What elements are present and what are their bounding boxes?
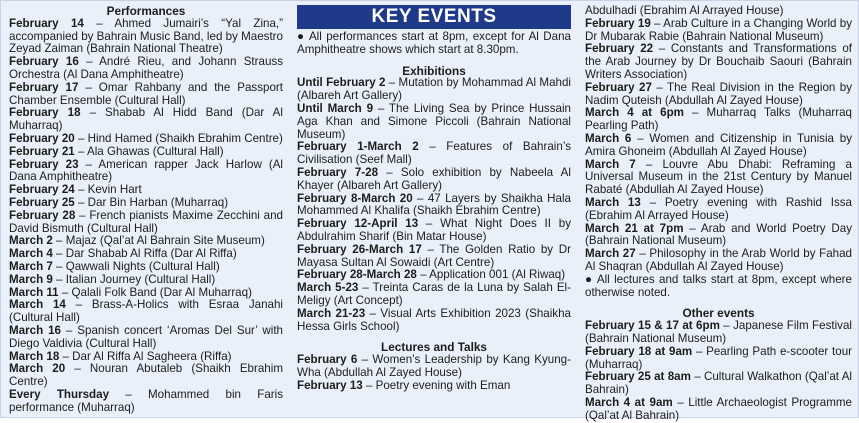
event-date: March 6 — [585, 131, 632, 145]
performances-column — [9, 5, 283, 414]
event-description: – Treinta Caras de la Luna by Salah El-Meligy (Art Concept) — [297, 281, 571, 307]
event-entry — [585, 371, 852, 397]
event-description: – Ahmed Jumairi’s “Yal Zina,” accompanied by Bahrain Music Band, led by Maestro Zeyad Zaiman (Bahrain National Theatre) — [9, 16, 283, 56]
event-date: February 23 — [9, 157, 79, 171]
event-date: February 12-April 13 — [297, 217, 419, 231]
event-date: Until March 9 — [297, 101, 374, 115]
event-entry — [9, 325, 283, 351]
event-entry — [585, 159, 852, 197]
lectures-list-part2 — [585, 18, 852, 274]
lecture-continuation: Abdulhadi (Ebrahim Al Arrayed House) — [585, 4, 784, 17]
event-date: February 14 — [9, 16, 84, 30]
event-description: – Women and Citizenship in Tunisia by Amira Ghoneim (Abdullah Al Zayed House) — [585, 131, 852, 158]
event-description: – The Real Division in the Region by Nadim Quteish (Abdullah Al Zayed House) — [585, 80, 852, 107]
event-entry — [297, 193, 571, 219]
event-entry — [585, 82, 852, 108]
event-description: – Women’s Leadership by Kang Kyung-Wha (Abdullah Al Zayed House) — [297, 353, 571, 379]
event-description: – Dar Bin Harban (Muharraq) — [74, 195, 229, 209]
event-description: – 47 Layers by Shaikha Hala Mohammed Al Khalifa (Shaikh Ebrahim Centre) — [297, 191, 571, 218]
lectures-heading: Lectures and Talks — [381, 340, 487, 355]
performances-heading: Performances — [106, 4, 186, 18]
lectures-list-part1 — [297, 354, 571, 392]
event-date: March 20 — [9, 362, 66, 376]
event-date: February 7-28 — [297, 165, 379, 179]
event-entry — [297, 218, 571, 244]
event-date: February 27 — [585, 80, 652, 94]
event-date: March 9 — [9, 272, 53, 286]
event-description: – Philosophy in the Arab World by Fahad Al Shaqran (Abdullah Al Zayed House) — [585, 247, 853, 273]
lectures-other-column — [585, 4, 853, 422]
event-description: – Italian Journey (Cultural Hall) — [52, 272, 216, 286]
event-date: February 19 — [585, 16, 651, 30]
event-date: February 18 at 9am — [585, 344, 693, 358]
event-description: – Little Archaeologist Programme (Qal’at Al Bahrain) — [585, 395, 852, 422]
event-description: – Solo exhibition by Nabeela Al Khayer (Albareh Art Gallery) — [297, 165, 571, 192]
event-date: March 14 — [9, 298, 66, 312]
event-description: – Brass-A-Holics with Esraa Janahi (Cultural Hall) — [9, 298, 283, 325]
event-entry — [585, 320, 852, 346]
lectures-note: ● All lectures and talks start at 8pm, except where otherwise noted. — [585, 272, 852, 299]
event-description: – Muharraq Talks (Muharraq Pearling Path) — [585, 106, 853, 133]
event-entry — [297, 380, 571, 393]
performances-note: ● All performances start at 8pm, except for Al Dana Amphitheatre shows which start at 8.30pm. — [297, 30, 571, 56]
event-description: – André Rieu, and Johann Strauss Orchestra (Al Dana Amphitheatre) — [9, 55, 283, 81]
event-date: March 4 at 6pm — [585, 106, 684, 120]
event-description: – The Golden Ratio by Dr Mayasa Sultan Al Sowaidi (Art Centre) — [297, 242, 571, 269]
event-date: March 11 — [9, 285, 59, 299]
event-description: – Mutation by Mohammad Al Mahdi (Albareh Art Gallery) — [297, 76, 571, 103]
event-entry — [585, 18, 852, 44]
event-entry — [585, 397, 852, 423]
event-entry — [297, 354, 571, 380]
event-entry — [9, 107, 283, 133]
other-events-heading: Other events — [682, 306, 755, 321]
event-date: March 16 — [9, 323, 61, 337]
event-entry — [585, 248, 852, 274]
performances-list — [9, 18, 283, 415]
event-description: – Shabab Al Hidd Band (Dar Al Muharraq) — [9, 106, 283, 133]
event-date: February 6 — [297, 353, 358, 367]
event-date: March 4 — [9, 247, 53, 261]
event-description: – Visual Arts Exhibition 2023 (Shaikha Hessa Girls School) — [297, 306, 571, 333]
event-entry — [297, 244, 571, 270]
event-date: February 20 — [9, 131, 75, 145]
event-description: – Majaz (Qal’at Al Bahrain Site Museum) — [52, 234, 265, 248]
event-description: – What Night Does II by Abdulrahim Sharif (Bin Matar House) — [297, 217, 571, 243]
event-description: – Omar Rahbany and the Passport Chamber Ensemble (Cultural Hall) — [9, 80, 283, 107]
event-date: February 16 — [9, 55, 79, 69]
event-description: – Poetry evening with Eman — [362, 378, 511, 392]
event-description: – Features of Bahrain’s Civilisation (Seef Mall) — [297, 140, 571, 167]
event-date: February 17 — [9, 80, 79, 94]
event-entry — [9, 18, 283, 56]
event-entry — [9, 363, 283, 389]
event-description: – Cultural Walkathon (Qal’at Al Bahrain) — [585, 370, 853, 397]
key-events-column — [297, 5, 571, 414]
event-date: March 7 — [585, 157, 636, 171]
event-date: February 24 — [9, 183, 75, 197]
event-description: – Mohammed bin Faris performance (Muharraq) — [9, 387, 284, 414]
event-description: – American rapper Jack Harlow (Al Dana Amphitheatre) — [9, 157, 284, 184]
event-description: – Hind Hamed (Shaikh Ebrahim Centre) — [74, 131, 283, 145]
event-entry — [9, 82, 283, 108]
event-description: – Arab and World Poetry Day (Bahrain National Museum) — [585, 221, 852, 248]
event-description: – Pearling Path e-scooter tour (Muharraq) — [585, 344, 853, 371]
event-date: March 21-23 — [297, 306, 366, 320]
event-entry — [9, 159, 283, 185]
event-date: February 18 — [9, 106, 81, 120]
event-entry — [297, 103, 571, 141]
exhibitions-heading: Exhibitions — [402, 63, 466, 78]
event-date: March 27 — [585, 247, 636, 261]
event-date: February 8-March 20 — [297, 191, 413, 205]
event-entry — [297, 282, 571, 308]
event-date: February 28-March 28 — [297, 268, 417, 282]
event-date: February 22 — [585, 42, 654, 56]
event-entry — [585, 197, 852, 223]
event-description: – French pianists Maxime Zecchini and David Bismuth (Cultural Hall) — [9, 208, 283, 235]
key-events-banner: KEY EVENTS — [297, 5, 571, 29]
event-description: – Arab Culture in a Changing World by Dr Mubarak Rabie (Bahrain National Museum) — [585, 16, 853, 43]
event-entry — [297, 308, 571, 334]
event-entry — [297, 167, 571, 193]
event-entry — [585, 43, 852, 81]
event-description: – Qalali Folk Band (Dar Al Muharraq) — [58, 285, 252, 299]
event-description: – Ala Ghawas (Cultural Hall) — [74, 144, 224, 158]
event-date: Every Thursday — [9, 387, 110, 401]
event-date: March 4 at 9am — [585, 395, 673, 409]
event-entry — [9, 210, 283, 236]
event-entry — [585, 133, 852, 159]
event-entry — [9, 389, 283, 415]
event-date: February 15 & 17 at 6pm — [585, 319, 720, 333]
event-description: – Poetry evening with Rashid Issa (Ebrahim Al Arrayed House) — [585, 195, 852, 222]
event-date: March 2 — [9, 234, 53, 248]
event-entry — [585, 346, 852, 372]
event-date: February 13 — [297, 378, 363, 392]
event-date: March 13 — [585, 195, 641, 209]
event-description: – The Living Sea by Prince Hussain Aga Khan and Simone Piccoli (Bahrain National Museum) — [297, 101, 571, 141]
event-description: – Dar Shabab Al Riffa (Dar Al Riffa) — [52, 247, 237, 261]
event-date: February 1-March 2 — [297, 140, 419, 154]
other-events-list — [585, 320, 852, 422]
event-entry — [585, 107, 852, 133]
event-entry — [9, 299, 283, 325]
event-description: – Constants and Transformations of the Arab Journey by Dr Bouchaib Saouri (Bahrain Writers Association) — [585, 42, 853, 81]
event-date: March 5-23 — [297, 281, 359, 295]
event-description: – Dar Al Riffa Al Sagheera (Riffa) — [59, 349, 232, 363]
event-description: – Spanish concert ‘Aromas Del Sur’ with Diego Valdivia (Cultural Hall) — [9, 323, 283, 350]
event-date: Until February 2 — [297, 76, 386, 90]
event-date: February 28 — [9, 208, 76, 222]
event-description: – Japanese Film Festival (Bahrain National Museum) — [585, 319, 852, 345]
event-date: February 25 — [9, 195, 75, 209]
event-entry — [297, 77, 571, 103]
event-entry — [585, 223, 852, 249]
event-entry — [9, 56, 283, 82]
event-date: February 26-March 17 — [297, 242, 422, 256]
event-date: February 21 — [9, 144, 75, 158]
event-description: – Application 001 (Al Riwaq) — [416, 268, 566, 282]
exhibitions-list — [297, 77, 571, 333]
event-entry — [297, 141, 571, 167]
event-date: March 18 — [9, 349, 60, 363]
event-description: – Qawwali Nights (Cultural Hall) — [52, 259, 220, 273]
event-description: – Louvre Abu Dhabi: Reframing a Universal Museum in the 21st Century by Manuel Rabaté (Abdullah Al Zayed House) — [585, 157, 852, 197]
event-date: March 7 — [9, 259, 53, 273]
event-date: February 25 at 8am — [585, 370, 691, 384]
event-date: March 21 at 7pm — [585, 221, 684, 235]
event-description: – Nouran Abutaleb (Shaikh Ebrahim Centre) — [9, 362, 283, 389]
event-description: – Kevin Hart — [74, 183, 142, 197]
